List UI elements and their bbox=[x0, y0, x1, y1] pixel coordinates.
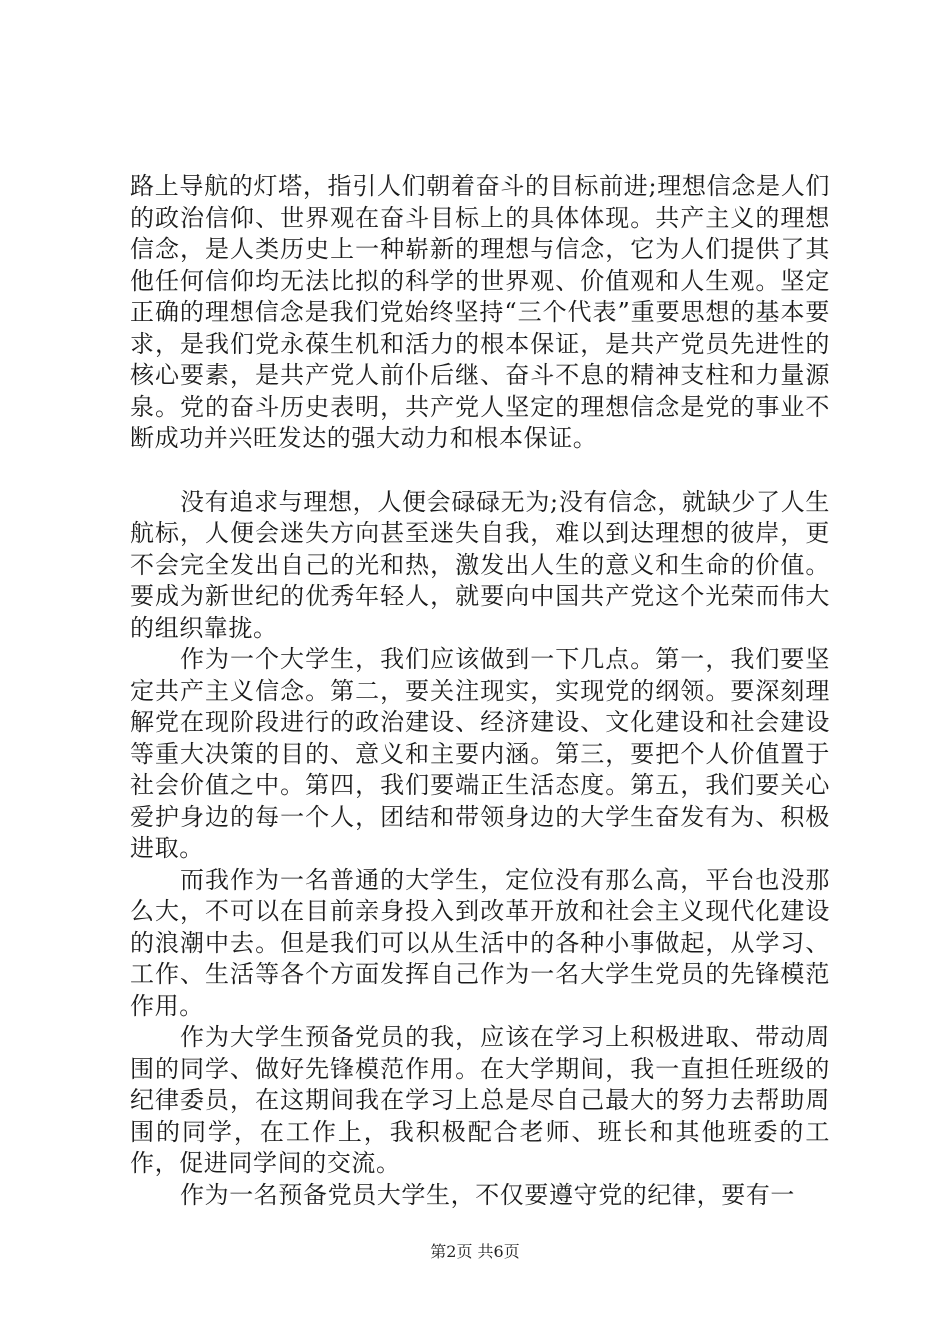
paragraph-4: 而我作为一名普通的大学生，定位没有那么高，平台也没那么大，不可以在目前亲身投入到改革开放和社会主义现代化建设的浪潮中去。但是我们可以从生活中的各种小事做起，从学习、工作、生活等各个方面发挥自己作为一名大学生党员的先锋模范作用。 bbox=[130, 865, 830, 1020]
paragraph-3: 作为一个大学生，我们应该做到一下几点。第一，我们要坚定共产主义信念。第二，要关注现实，实现党的纲领。要深刻理解党在现阶段进行的政治建设、经济建设、文化建设和社会建设等重大决策的目的、意义和主要内涵。第三，要把个人价值置于社会价值之中。第四，我们要端正生活态度。第五，我们要关心爱护身边的每一个人，团结和带领身边的大学生奋发有为、积极进取。 bbox=[130, 645, 830, 862]
paragraph-2: 没有追求与理想，人便会碌碌无为;没有信念，就缺少了人生航标，人便会迷失方向甚至迷失自我，难以到达理想的彼岸，更不会完全发出自己的光和热，激发出人生的意义和生命的价值。要成为新世纪的优秀年轻人，就要向中国共产党这个光荣而伟大的组织靠拢。 bbox=[130, 487, 830, 642]
paragraph-5: 作为大学生预备党员的我，应该在学习上积极进取、带动周围的同学、做好先锋模范作用。在大学期间，我一直担任班级的纪律委员，在这期间我在学习上总是尽自己最大的努力去帮助周围的同学，在工作上，我积极配合老师、班长和其他班委的工作，促进同学间的交流。 bbox=[130, 1023, 830, 1177]
paragraph-1: 路上导航的灯塔，指引人们朝着奋斗的目标前进;理想信念是人们的政治信仰、世界观在奋斗目标上的具体体现。共产主义的理想信念，是人类历史上一种崭新的理想与信念，它为人们提供了其他任何信仰均无法比拟的科学的世界观、价值观和人生观。坚定正确的理想信念是我们党始终坚持“三个代表”重要思想的基本要求，是我们党永葆生机和活力的根本保证，是共产党员先进性的核心要素，是共产党人前仆后继、奋斗不息的精神支柱和力量源泉。党的奋斗历史表明，共产党人坚定的理想信念是党的事业不断成功并兴旺发达的强大动力和根本保证。 bbox=[130, 172, 830, 452]
page-footer: 第2页 共6页 bbox=[430, 1242, 520, 1261]
paragraph-6: 作为一名预备党员大学生，不仅要遵守党的纪律，要有一 bbox=[180, 1180, 795, 1209]
document-body bbox=[130, 171, 830, 1211]
paragraph-spacer bbox=[130, 455, 830, 487]
